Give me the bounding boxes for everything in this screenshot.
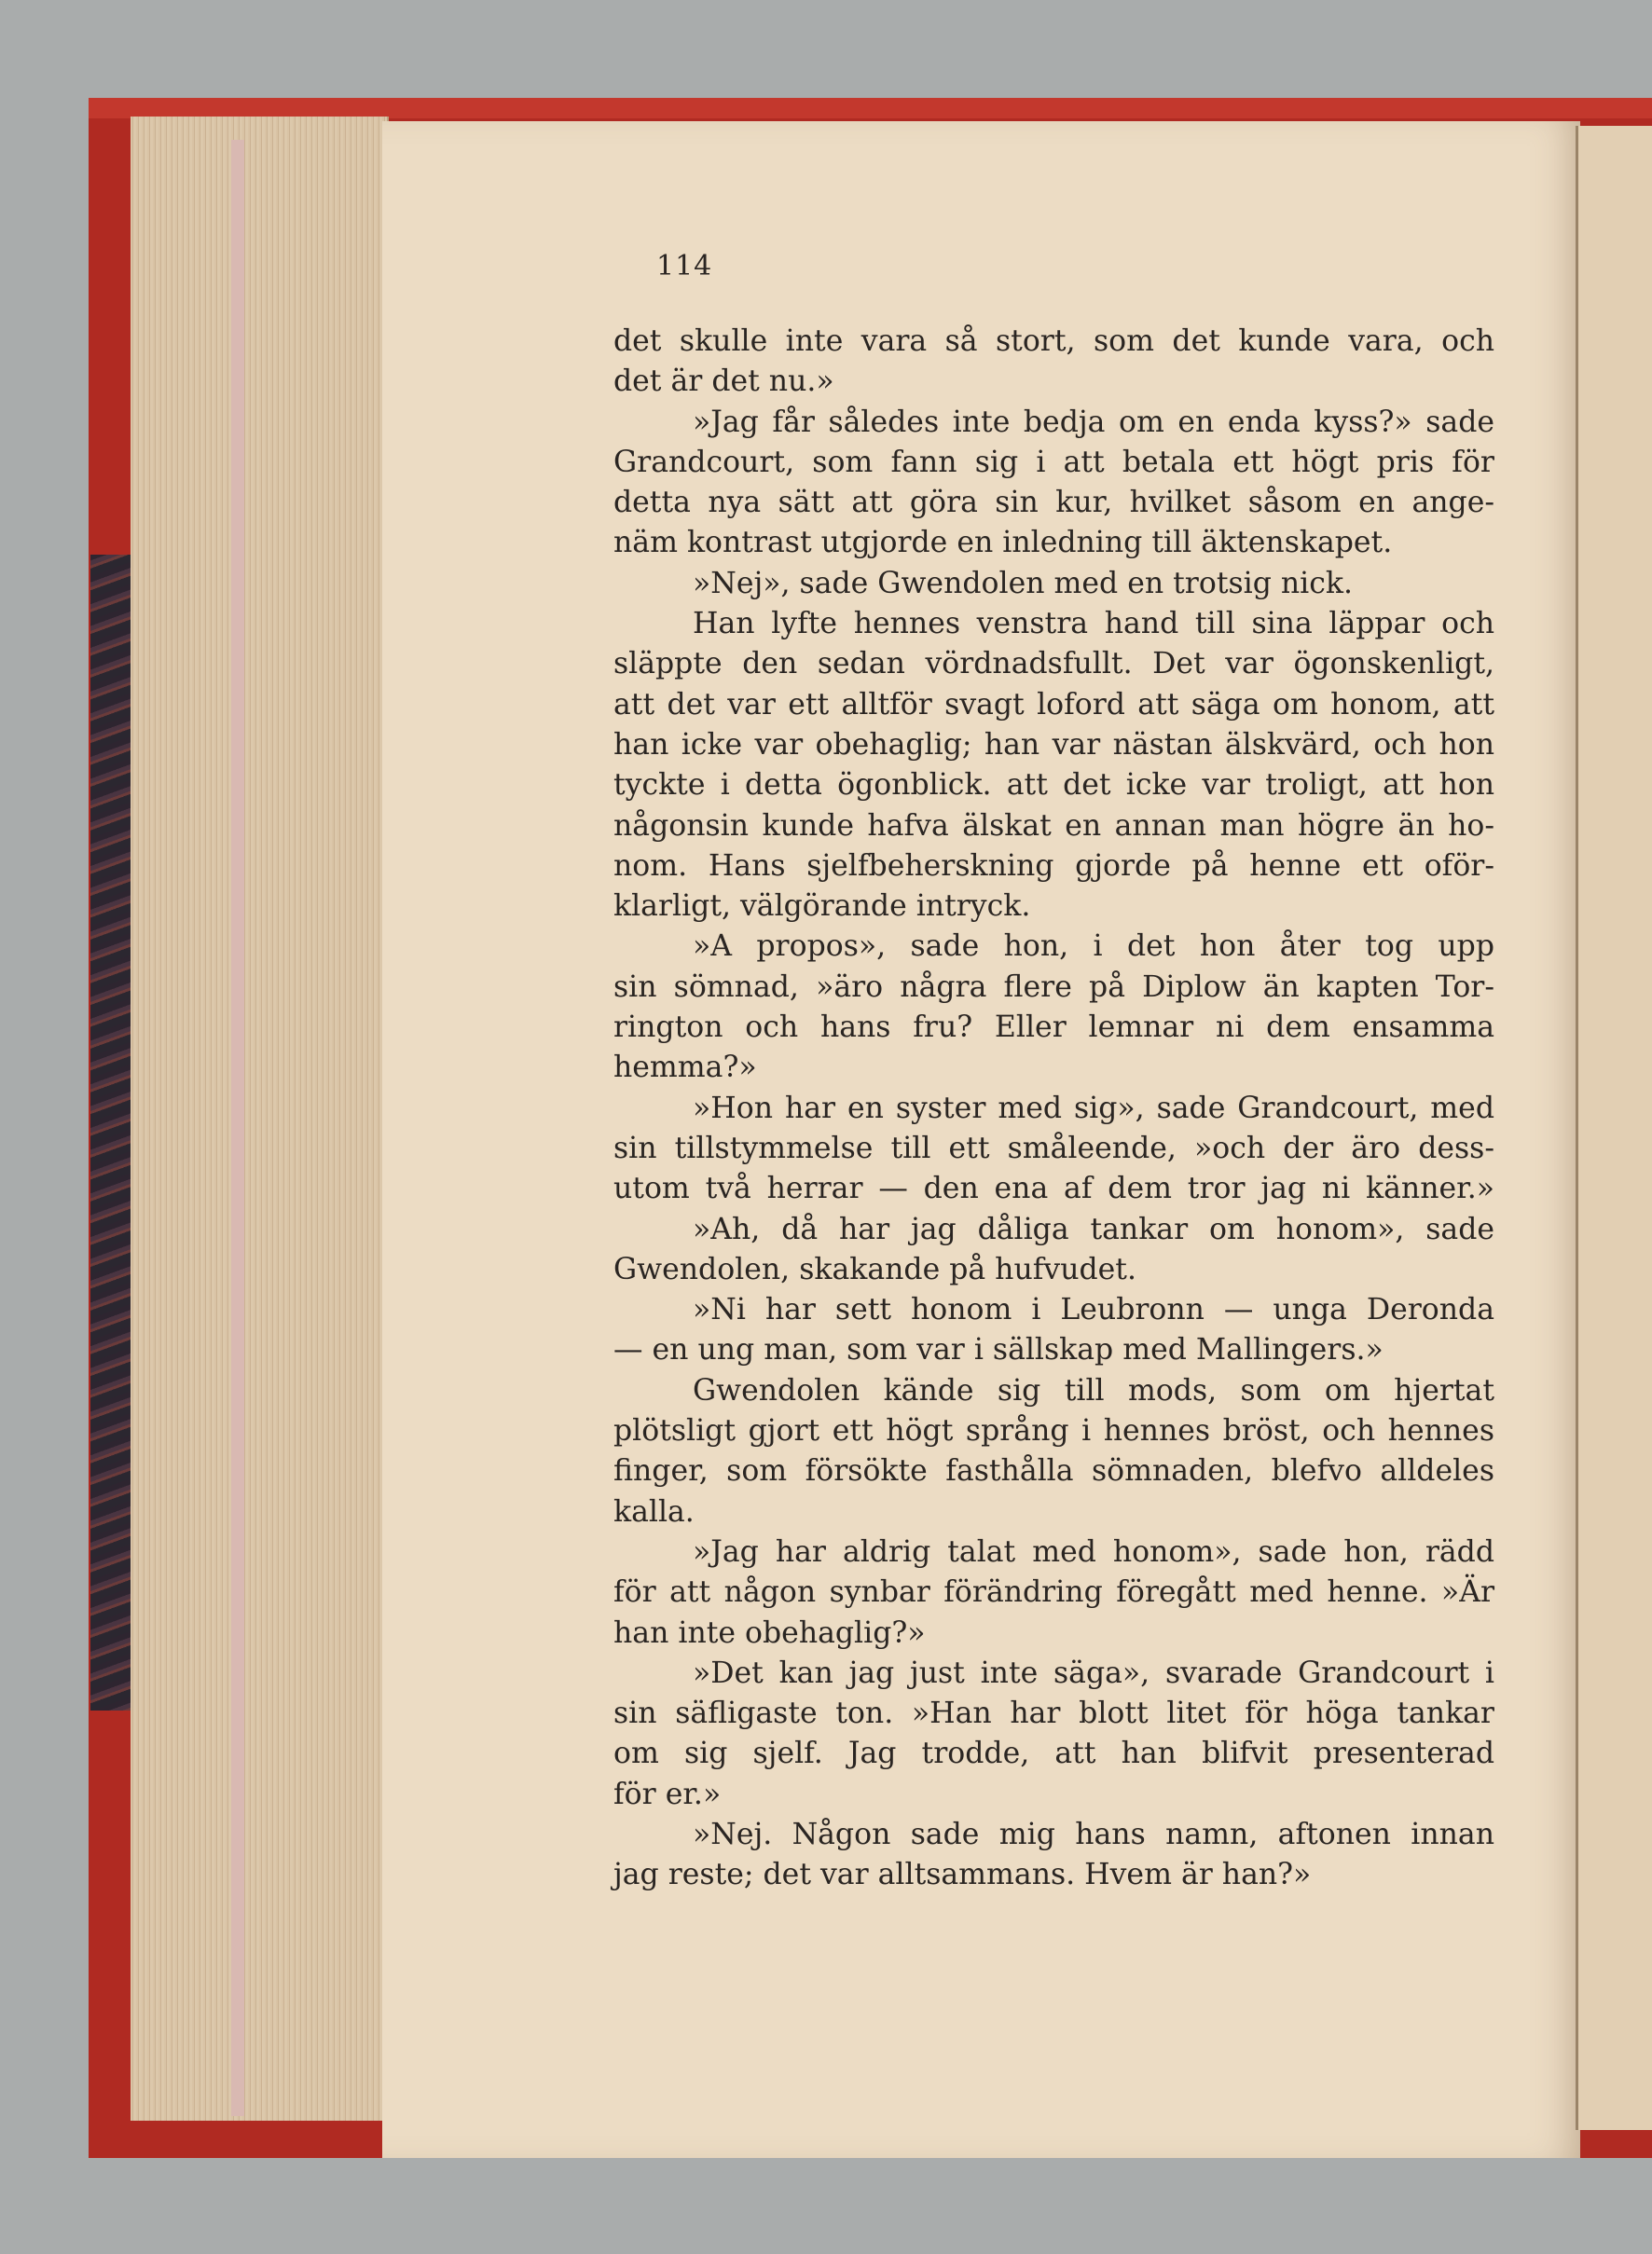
book-cover-top-edge (89, 98, 1652, 118)
text-line: »Jag har aldrig talat med honom», sade hon, rädd (693, 1534, 1494, 1569)
text-line: »Nej. Någon sade mig hans namn, aftonen innan (693, 1817, 1494, 1851)
text-line: tyckte i detta ögonblick. att det icke var troligt, att hon (613, 768, 1494, 803)
text-line: »A propos», sade hon, i det hon åter tog upp (693, 929, 1494, 964)
text-line: sin sömnad, »äro några flere på Diplow än kapten Tor- (613, 969, 1494, 1004)
text-line: att det var ett alltför svagt loford att säga om honom, att (613, 687, 1494, 722)
text-line: han inte obehaglig?» (613, 1615, 926, 1650)
text-line: det är det nu.» (613, 364, 834, 399)
text-line: »Ni har sett honom i Leubronn — unga Deronda (693, 1293, 1494, 1327)
text-line: »Nej», sade Gwendolen med en trotsig nick. (693, 566, 1353, 600)
text-line: »Hon har en syster med sig», sade Grandcourt, med (693, 1091, 1494, 1125)
text-line: »Ah, då har jag dåliga tankar om honom», sade (693, 1212, 1494, 1246)
text-line: kalla. (613, 1494, 695, 1529)
text-line: — en ung man, som var i sällskap med Mallingers.» (613, 1333, 1384, 1368)
text-line: Han lyfte hennes venstra hand till sina läppar och (693, 607, 1494, 641)
text-line: hemma?» (613, 1051, 757, 1085)
page-edge-stripe (231, 140, 244, 2116)
text-line: finger, som försökte fasthålla sömnaden, blefvo alldeles (613, 1454, 1494, 1489)
text-line: nom. Hans sjelfbeherskning gjorde på henne ett oför- (613, 848, 1494, 883)
text-line: om sig sjelf. Jag trodde, att han blifvit presenterad (613, 1737, 1494, 1771)
text-line: Gwendolen, skakande på hufvudet. (613, 1252, 1136, 1286)
text-line: rington och hans fru? Eller lemnar ni dem ensamma (613, 1010, 1494, 1045)
text-line: plötsligt gjort ett högt språng i hennes bröst, och hennes (613, 1414, 1494, 1449)
text-line: näm kontrast utgjorde en inledning till äktenskapet. (613, 526, 1393, 560)
text-line: för att någon synbar förändring föregått med henne. »Är (613, 1575, 1494, 1610)
text-line: sin tillstymmelse till ett småleende, »och der äro dess- (613, 1131, 1494, 1165)
text-line: detta nya sätt att göra sin kur, hvilket såsom en ange- (613, 486, 1494, 520)
text-line: sin säfligaste ton. »Han har blott litet för höga tankar (613, 1697, 1494, 1731)
marbled-binding (90, 555, 132, 1711)
text-line: han icke var obehaglig; han var nästan älskvärd, och hon (613, 727, 1494, 762)
next-page-edge (1576, 126, 1652, 2130)
text-line: »Jag får således inte bedja om en enda kyss?» sade (693, 405, 1494, 439)
text-line: »Det kan jag just inte säga», svarade Grandcourt i (693, 1656, 1494, 1690)
page-text (613, 322, 1494, 1896)
text-line: Grandcourt, som fann sig i att betala ett högt pris för (613, 445, 1494, 479)
text-line: klarligt, välgörande intryck. (613, 889, 1031, 924)
page-number: 114 (656, 250, 713, 282)
text-line: det skulle inte vara så stort, som det kunde vara, och (613, 324, 1494, 358)
text-line: Gwendolen kände sig till mods, som om hjertat (693, 1373, 1494, 1408)
text-line: för er.» (613, 1777, 722, 1811)
text-line: släppte den sedan vördnadsfullt. Det var ögonskenligt, (613, 647, 1494, 681)
text-line: någonsin kunde hafva älskat en annan man högre än ho- (613, 808, 1494, 843)
text-line: utom två herrar — den ena af dem tror jag ni känner.» (613, 1172, 1494, 1206)
text-line: jag reste; det var alltsammans. Hvem är han?» (613, 1858, 1312, 1892)
page-edges (131, 117, 389, 2121)
